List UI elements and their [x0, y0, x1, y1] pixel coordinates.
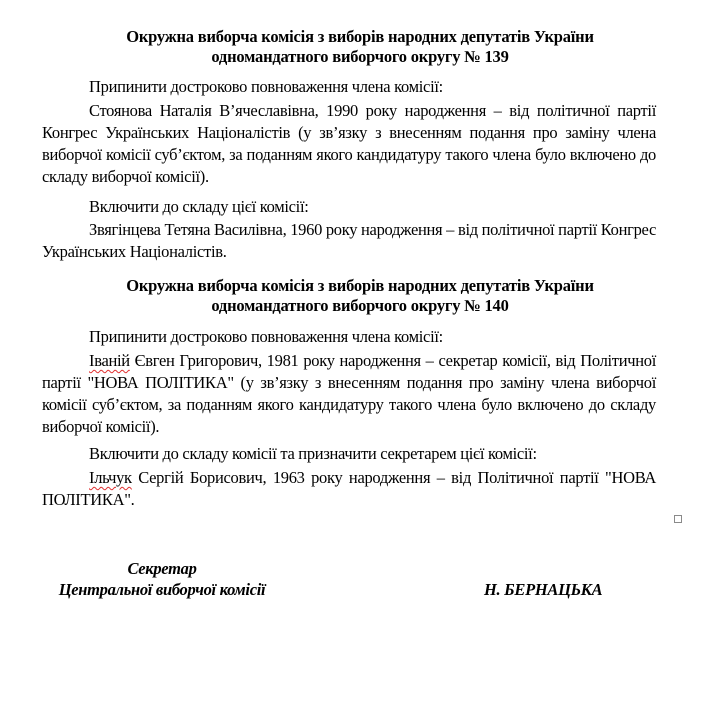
section-139-include-label: Включити до складу цієї комісії:	[89, 197, 309, 216]
section-140-include-text: Сергій Борисович, 1963 року народження – від Політичної партії "НОВА ПОЛІТИКА".	[42, 468, 656, 509]
section-139-heading-line2: одномандатного виборчого округу № 139	[211, 47, 509, 66]
section-140-terminate-name: Іваній	[89, 351, 130, 370]
signature-title-line2: Центральної виборчої комісії	[58, 580, 266, 599]
section-140-heading	[40, 276, 680, 316]
section-140-heading-line1: Окружна виборча комісія з виборів народних депутатів України	[126, 276, 594, 295]
signature-name: Н. БЕРНАЦЬКА	[484, 580, 603, 599]
section-139-heading	[40, 27, 680, 67]
section-140-terminate-label: Припинити достроково повноваження члена комісії:	[89, 327, 443, 346]
section-140-include-name: Ільчук	[89, 468, 132, 487]
signature-title	[36, 558, 288, 600]
signature-title-line1: Секретар	[127, 559, 197, 578]
section-140-include-paragraph	[42, 467, 656, 511]
section-139-terminate-label: Припинити достроково повноваження члена комісії:	[89, 77, 443, 96]
section-139-include-text: Звягінцева Тетяна Василівна, 1960 року народження – від політичної партії Конгрес Українських Націоналістів.	[42, 220, 656, 261]
section-140-terminate-paragraph	[42, 350, 656, 438]
section-140-heading-line2: одномандатного виборчого округу № 140	[211, 296, 509, 315]
section-140-include-label: Включити до складу комісії та призначити секретарем цієї комісії:	[89, 444, 537, 463]
section-140-terminate-text: Євген Григорович, 1981 року народження – секретар комісії, від Політичної партії "НОВА ПОЛІТИКА" (у зв’язку з внесенням подання про заміну члена виборчої комісії суб’єктом, за поданням якого кандидатуру такого члена було включено до складу виборчої комісії).	[42, 351, 656, 436]
section-139-heading-line1: Окружна виборча комісія з виборів народних депутатів України	[126, 27, 594, 46]
section-139-terminate-text: Стоянова Наталія В’ячеславівна, 1990 року народження – від політичної партії Конгрес Українських Націоналістів (у зв’язку з внесенням подання про заміну члена виборчої комісії суб’єктом, за поданням якого кандидатуру такого члена було включено до складу виборчої комісії).	[42, 101, 656, 186]
object-anchor-handle[interactable]	[674, 515, 682, 523]
